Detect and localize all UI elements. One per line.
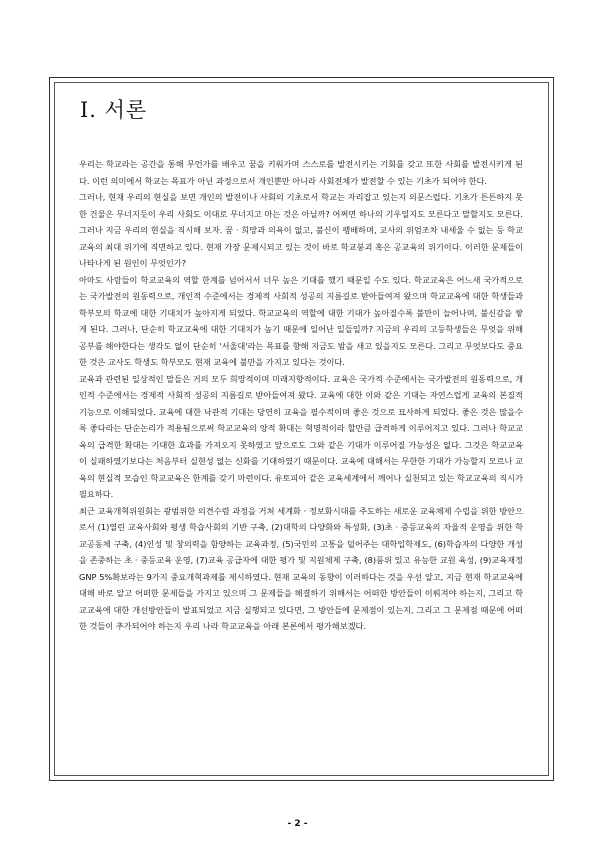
paragraph-3: 아마도 사람들이 학교교육의 역할 한계를 넘어서서 너무 높은 기대를 했기 때문일 수도 있다. 학교교육은 어느새 국가적으로는 국가발전의 원동력으로, 개인적 수준에서는 경제적 사회적 성공의 지름길로 받아들여져 왔으며 학교교육에 대한 학생들과 학부모의 학교에 대한 기대치가 높아지게 되었다. 학교교육의 역할에 대한 기대가 높아질수록 불만이 늘어나며, 불신감을 쌓게 된다. 그러나, 단순히 학교교육에 대한 기대치가 높기 때문에 일어난 일들일까? 지금의 우리의 고등학생들은 무엇을 위해 공부를 해야한다는 생각도 없이 단순히 '서울대'라는 목표를 향해 지금도 밤을 새고 있을지도 모른다. 그리고 무엇보다도 중요한 것은 교사도 학생도 학부모도 현재 교육에 불만을 가지고 있다는 것이다.: [79, 274, 523, 367]
page-number: - 2 -: [287, 819, 308, 829]
body-text: [79, 156, 523, 635]
paragraph-4: 교육과 관련된 일상적인 말들은 거의 모두 희망적이며 미래지향적이다. 교육은 국가적 수준에서는 국가발전의 원동력으로, 개인적 수준에서는 경제적 사회적 성공의 지름길로 받아들여져 왔다. 교육에 대한 이와 같은 기대는 자연스럽게 교육의 본질적 기능으로 이해되었다. 교육에 대한 낙관적 기대는 당연히 교육을 필수적이며 좋은 것으로 묘사하게 되었다. 좋은 것은 많을수록 좋다라는 단순논리가 적용됨으로써 학교교육의 양적 확대는 혁명적이라 할만큼 급격하게 이루어지고 있다. 그러나 학교교육의 급격한 확대는 기대한 효과를 가져오지 못하였고 앞으로도 그와 같은 기대가 이루어질 가능성은 없다. 그것은 학교교육이 실패하였기보다는 처음부터 실현성 없는 신화를 기대하였기 때문이다. 교육에 대해서는 무한한 기대가 가능할지 모르나 교육의 현실적 모습인 학교교육은 한계를 갖기 마련이다. 유토피아 같은 교육세계에서 깨어나 실천되고 있는 학교교육의 직시가 필요하다.: [79, 373, 523, 499]
paragraph-2: 그러나, 현재 우리의 현실을 보면 개인의 발전이나 사회의 기초로서 학교는 자리잡고 있는지 의문스럽다. 기초가 튼튼하지 못한 건물은 무너지듯이 우리 사회도 이대로 무너지고 마는 것은 아닐까? 어쩌면 하나의 기우일지도 모른다고 말할지도 모른다. 그러나 지금 우리의 현실을 직시해 보자. 꿈 · 희망과 의욕이 없고, 불신이 팽배하며, 교사의 위엄조차 내세울 수 없는 등 학교교육의 최대 위기에 직면하고 있다. 현재 가장 문제시되고 있는 것이 바로 학교붕괴 혹은 공교육의 위기이다. 이러한 문제들이 나타나게 된 원인이 무엇인가?: [79, 192, 523, 268]
section-title: I. 서론: [80, 98, 148, 122]
paragraph-1: 우리는 학교라는 공간을 통해 무언가를 배우고 꿈을 키워가며 스스로를 발전시키는 기회를 갖고 또한 사회를 발전시키게 된다. 이런 의미에서 학교는 목표가 아닌 과정으로서 개인뿐만 아니라 사회전체가 발전할 수 있는 기초가 되어야 한다.: [79, 159, 523, 186]
paragraph-5: 최근 교육개혁위원회는 광범위한 의견수렴 과정을 거쳐 세계화 · 정보화시대를 주도하는 새로운 교육체제 수립을 위한 방안으로서 (1)열린 교육사회와 평생 학습사회의 기반 구축, (2)대학의 다양화와 특성화, (3)초 · 중등교육의 자율적 운영을 위한 학교공동체 구축, (4)인성 및 창의력을 함양하는 교육과정, (5)국민의 고통을 덜어주는 대학입학제도, (6)학습자의 다양한 개성을 존중하는 초 · 중등교육 운영, (7)교육 공급자에 대한 평가 및 지원체제 구축, (8)품위 있고 유능한 교원 육성, (9)교육재정 GNP 5%확보라는 9가지 중요개혁과제를 제시하였다. 현재 교육의 동향이 이러하다는 것을 우선 알고, 지금 현재 학교교육에 대해 바로 알고 어떠한 문제들을 가지고 있으며 그 문제들을 해결하기 위해서는 어떠한 방안들이 이뤄져야 하는지, 그리고 학교교육에 대한 개선방안들이 발표되었고 지금 실행되고 있다면, 그 방안들에 문제점이 있는지, 그리고 그 문제점 때문에 어떠한 것들이 추가되어야 하는지 우리 나라 학교교육을 아래 본론에서 평가해보겠다.: [79, 505, 523, 631]
